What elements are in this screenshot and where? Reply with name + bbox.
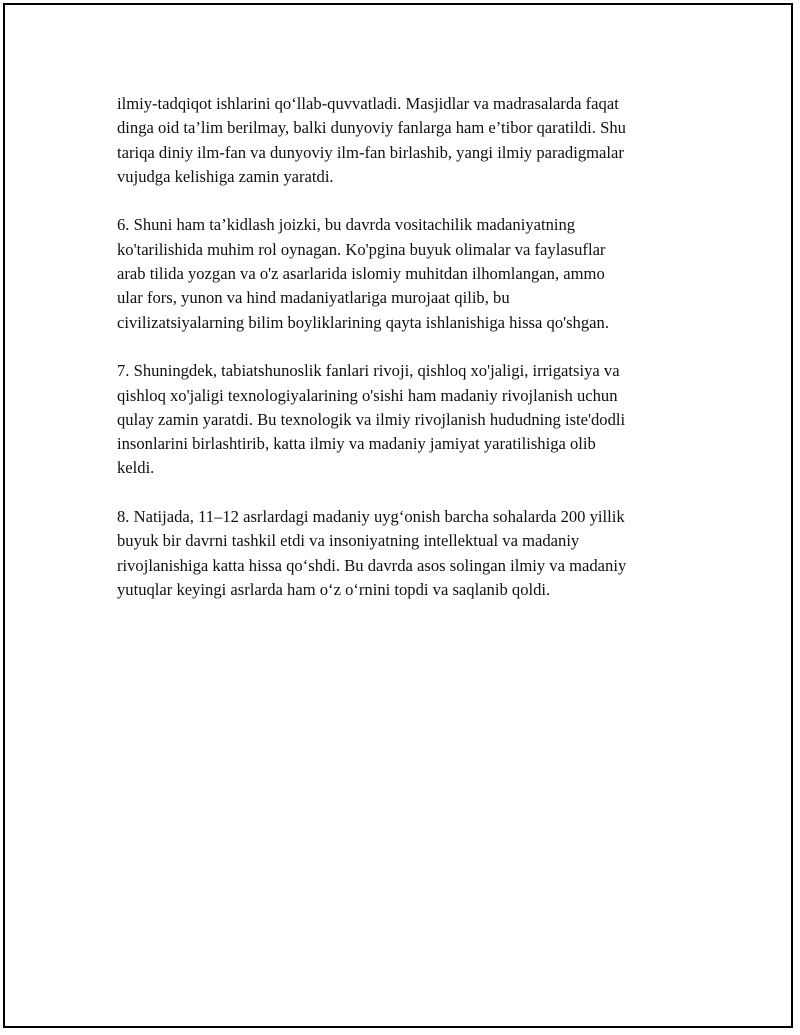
text-line: ilmiy-tadqiqot ishlarini qo‘llab-quvvatladi. Masjidlar va madrasalarda faqat [117, 94, 619, 113]
text-line: 7. Shuningdek, tabiatshunoslik fanlari rivoji, qishloq xo'jaligi, irrigatsiya va [117, 361, 620, 381]
paragraph-7 [117, 359, 689, 480]
text-line: keldi. [117, 458, 155, 478]
text-line: ko'tarilishida muhim rol oynagan. Ko'pgina buyuk olimalar va faylasuflar [117, 239, 606, 259]
text-line: vujudga kelishiga zamin yaratdi. [117, 166, 334, 186]
text-line: buyuk bir davrni tashkil etdi va insoniyatning intellektual va madaniy [117, 531, 580, 551]
text-line: 8. Natijada, 11–12 asrlardagi madaniy uyg‘onish barcha sohalarda 200 yillik [117, 507, 625, 527]
paragraph-6 [117, 213, 689, 334]
text-line: insonlarini birlashtirib, katta ilmiy va madaniy jamiyat yaratilishiga olib [117, 434, 596, 454]
text-line: qulay zamin yaratdi. Bu texnologik va ilmiy rivojlanish hududning iste'dodli [117, 409, 626, 429]
text-line: yutuqlar keyingi asrlarda ham o‘z o‘rnini topdi va saqlanib qoldi. [117, 579, 551, 599]
text-line: dinga oid ta’lim berilmay, balki dunyoviy fanlarga ham e’tibor qaratildi. Shu [117, 118, 626, 138]
text-line: 6. Shuni ham ta’kidlash joizki, bu davrda vositachilik madaniyatning [117, 215, 576, 235]
paragraph-8 [117, 505, 689, 602]
text-line: tariqa diniy ilm-fan va dunyoviy ilm-fan birlashib, yangi ilmiy paradigmalar [117, 142, 624, 162]
paragraph-continuation [117, 92, 689, 189]
document-body [117, 92, 689, 627]
text-line: ular fors, yunon va hind madaniyatlariga murojaat qilib, bu [117, 288, 510, 308]
text-line: qishloq xo'jaligi texnologiyalarining o'sishi ham madaniy rivojlanish uchun [117, 385, 618, 405]
text-line: rivojlanishiga katta hissa qo‘shdi. Bu davrda asos solingan ilmiy va madaniy [117, 555, 627, 575]
text-line: civilizatsiyalarning bilim boyliklarining qayta ishlanishiga hissa qo'shgan. [117, 312, 609, 332]
text-line: arab tilida yozgan va o'z asarlarida islomiy muhitdan ilhomlangan, ammo [117, 264, 605, 284]
